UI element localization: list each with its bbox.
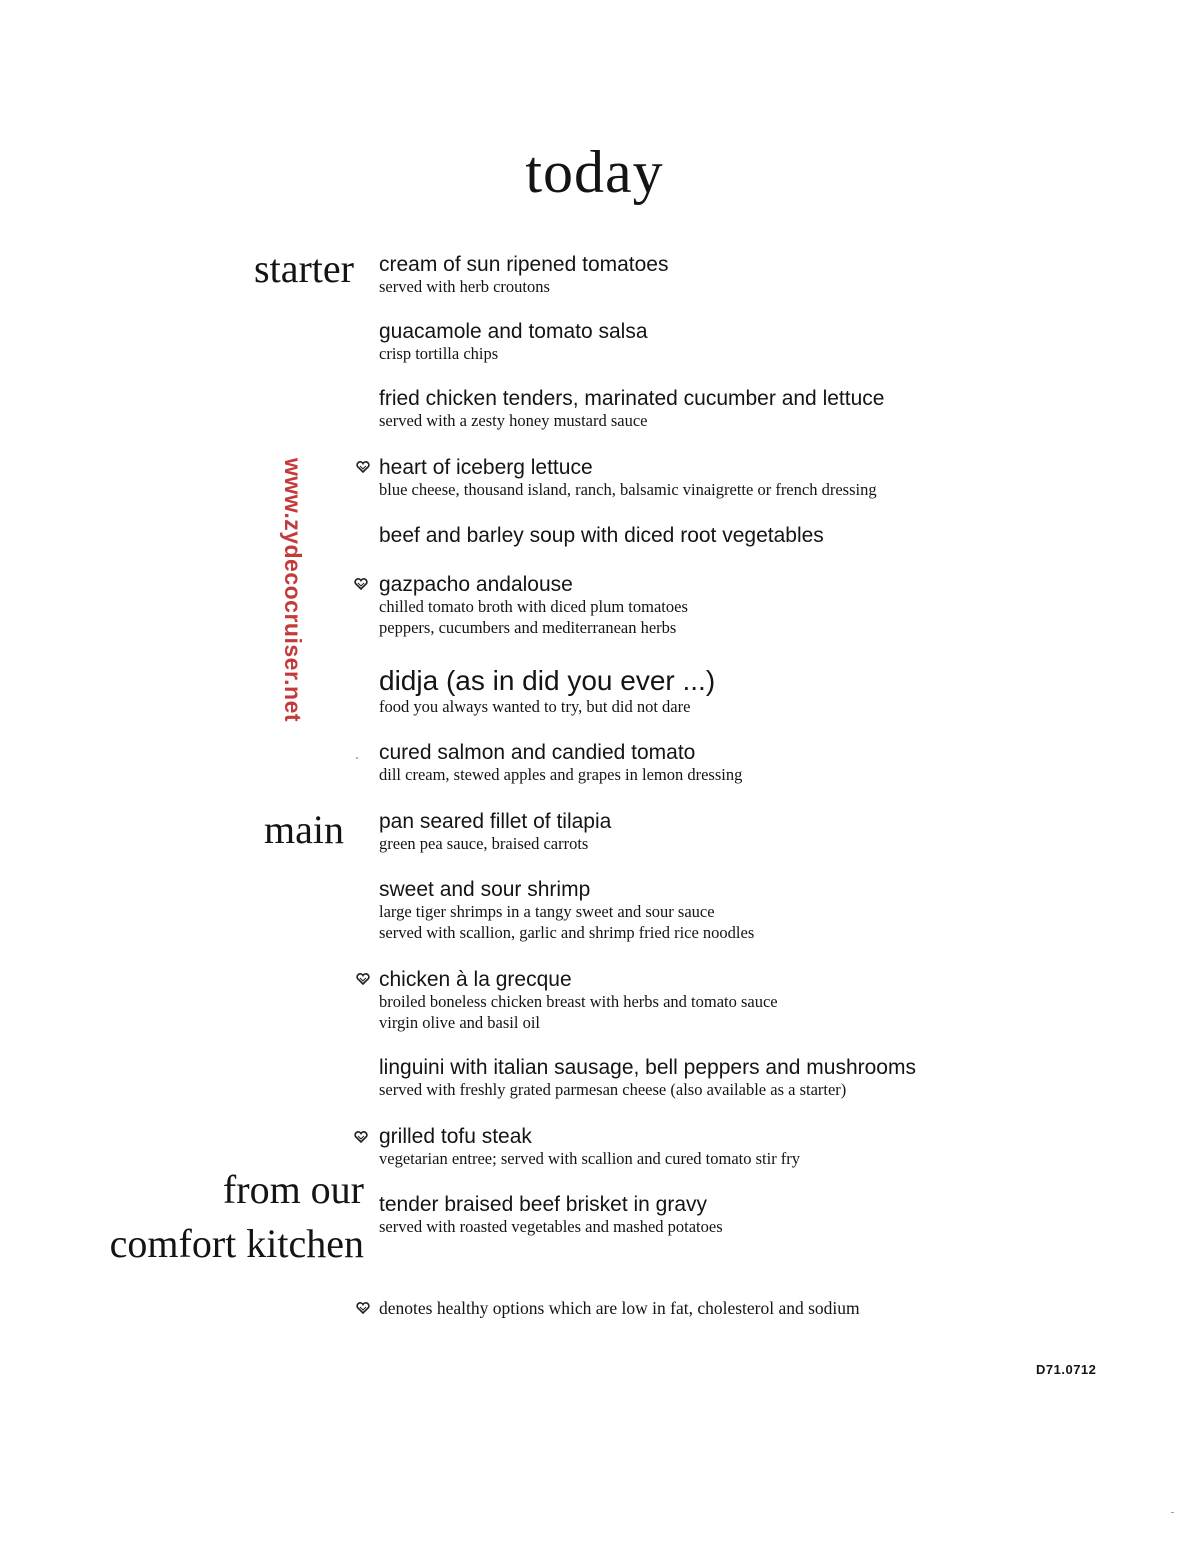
menu-item-name: sweet and sour shrimp (379, 878, 591, 901)
menu-item (379, 1193, 1099, 1237)
menu-item (379, 456, 1099, 500)
menu-item-name: chicken à la grecque (379, 968, 572, 991)
menu-item-name: heart of iceberg lettuce (379, 456, 593, 479)
menu-item-name: cream of sun ripened tomatoes (379, 253, 669, 276)
menu-item-name: didja (as in did you ever ...) (379, 665, 716, 696)
menu-item-desc: green pea sauce, braised carrots (379, 834, 589, 853)
document-code: D71.0712 (1036, 1362, 1097, 1377)
menu-item-desc: served with roasted vegetables and mashed potatoes (379, 1217, 723, 1236)
menu-item-desc: food you always wanted to try, but did not dare (379, 697, 691, 716)
heart-icon (356, 461, 370, 473)
menu-item (379, 253, 1099, 297)
menu-item (379, 524, 1099, 547)
menu-item-name: beef and barley soup with diced root vegetables (379, 524, 824, 547)
menu-item (379, 666, 1099, 717)
menu-item-name: tender braised beef brisket in gravy (379, 1193, 708, 1216)
section-label-comfort-line2: comfort kitchen (109, 1221, 364, 1266)
footnote: denotes healthy options which are low in fat, cholesterol and sodium (379, 1298, 860, 1318)
menu-item-desc: served with freshly grated parmesan cheese (also available as a starter) (379, 1080, 847, 1099)
menu-item-name: grilled tofu steak (379, 1125, 532, 1148)
menu-item-desc: virgin olive and basil oil (379, 1013, 541, 1032)
menu-item (379, 741, 1099, 785)
menu-item-desc: broiled boneless chicken breast with herbs and tomato sauce (379, 992, 778, 1011)
menu-item (379, 320, 1099, 364)
menu-item (379, 810, 1099, 854)
menu-item (379, 1125, 1099, 1169)
menu-item (379, 387, 1099, 431)
menu-item-name: fried chicken tenders, marinated cucumber and lettuce (379, 387, 885, 410)
menu-item-desc: large tiger shrimps in a tangy sweet and sour sauce (379, 902, 715, 921)
menu-item-name: guacamole and tomato salsa (379, 320, 648, 343)
menu-item-name: cured salmon and candied tomato (379, 741, 696, 764)
menu-item (379, 878, 1099, 943)
menu-item-desc: crisp tortilla chips (379, 344, 499, 363)
menu-item-desc: blue cheese, thousand island, ranch, balsamic vinaigrette or french dressing (379, 480, 877, 499)
menu-item (379, 1056, 1099, 1100)
page-title: today (525, 139, 664, 205)
menu-item-desc: chilled tomato broth with diced plum tomatoes (379, 597, 688, 616)
heart-icon (356, 1302, 370, 1314)
section-label-main: main (264, 807, 344, 852)
menu-item (379, 968, 1099, 1033)
menu-item-name: pan seared fillet of tilapia (379, 810, 612, 833)
watermark-url: www.zydecocruiser.net (280, 458, 306, 723)
menu-item-desc: served with a zesty honey mustard sauce (379, 411, 648, 430)
heart-icon (354, 1131, 368, 1143)
menu-item-desc: peppers, cucumbers and mediterranean herbs (379, 618, 677, 637)
section-label-starter: starter (254, 246, 354, 291)
speck-mark (1171, 1512, 1174, 1513)
menu-item-name: linguini with italian sausage, bell peppers and mushrooms (379, 1056, 916, 1079)
heart-icon (354, 578, 368, 590)
speck-mark (356, 757, 358, 759)
menu-item-name: gazpacho andalouse (379, 573, 573, 596)
menu-item-desc: dill cream, stewed apples and grapes in lemon dressing (379, 765, 743, 784)
section-label-comfort-line1: from our (222, 1167, 364, 1212)
menu-item-desc: vegetarian entree; served with scallion and cured tomato stir fry (379, 1149, 801, 1168)
menu-item-desc: served with scallion, garlic and shrimp fried rice noodles (379, 923, 755, 942)
menu-item (379, 573, 1099, 638)
menu-item-desc: served with herb croutons (379, 277, 550, 296)
heart-icon (356, 973, 370, 985)
